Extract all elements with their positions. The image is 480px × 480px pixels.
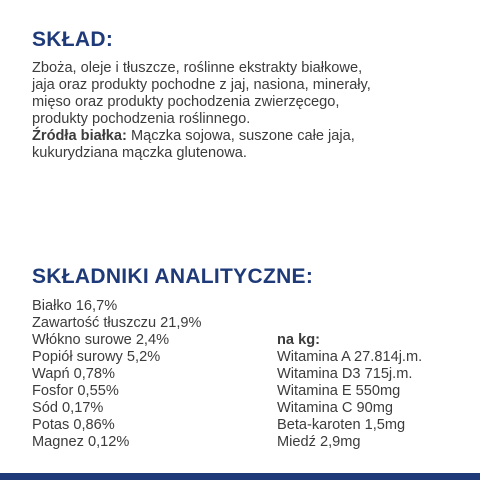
per-kg-heading: na kg: <box>277 332 320 348</box>
list-item: Wapń 0,78% <box>32 366 116 382</box>
bottom-brand-bar <box>0 473 480 480</box>
list-item: Beta-karoten 1,5mg <box>277 417 406 433</box>
composition-title: SKŁAD: <box>32 28 114 51</box>
composition-line: mięso oraz produkty pochodzenia zwierzęcego, <box>32 94 340 110</box>
analytical-left-list <box>32 298 272 451</box>
analytical-right-list <box>277 332 477 451</box>
list-item: Magnez 0,12% <box>32 434 130 450</box>
composition-paragraph <box>32 60 462 162</box>
list-item: Włókno surowe 2,4% <box>32 332 170 348</box>
list-item: Potas 0,86% <box>32 417 115 433</box>
list-item: Witamina C 90mg <box>277 400 393 416</box>
protein-sources-label: Źródła białka: <box>32 128 127 144</box>
list-item: Zawartość tłuszczu 21,9% <box>32 315 202 331</box>
analytical-title: SKŁADNIKI ANALITYCZNE: <box>32 265 314 288</box>
list-item: Witamina E 550mg <box>277 383 401 399</box>
composition-line: jaja oraz produkty pochodne z jaj, nasiona, minerały, <box>32 77 371 93</box>
list-item: Witamina D3 715j.m. <box>277 366 413 382</box>
list-item: Sód 0,17% <box>32 400 104 416</box>
composition-line: produkty pochodzenia roślinnego. <box>32 111 251 127</box>
composition-line: Zboża, oleje i tłuszcze, roślinne ekstrakty białkowe, <box>32 60 363 76</box>
list-item: Miedź 2,9mg <box>277 434 361 450</box>
list-item: Popiół surowy 5,2% <box>32 349 161 365</box>
list-item: Witamina A 27.814j.m. <box>277 349 423 365</box>
list-item: Fosfor 0,55% <box>32 383 119 399</box>
protein-sources-text: kukurydziana mączka glutenowa. <box>32 145 247 161</box>
list-item: Białko 16,7% <box>32 298 118 314</box>
protein-sources-text: Mączka sojowa, suszone całe jaja, <box>126 128 355 144</box>
